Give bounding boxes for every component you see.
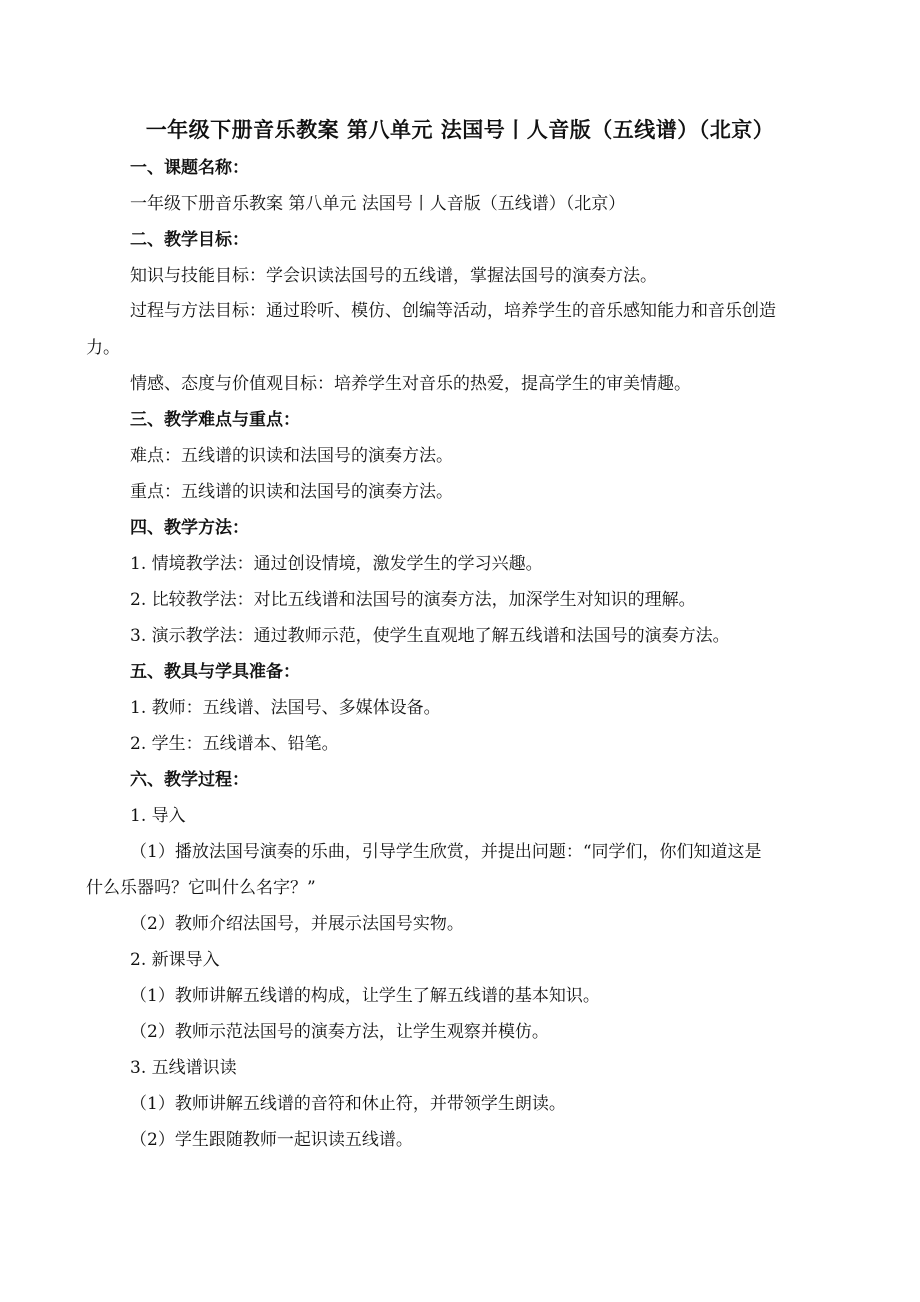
step-3-item-1: （1）教师讲解五线谱的音符和休止符，并带领学生朗读。 — [130, 1094, 566, 1114]
section-4-method-1: 1. 情境教学法：通过创设情境，激发学生的学习兴趣。 — [130, 554, 543, 574]
section-2-goal-process-cont: 力。 — [86, 338, 120, 358]
step-2-title: 2. 新课导入 — [130, 950, 220, 970]
section-4-method-3: 3. 演示教学法：通过教师示范，使学生直观地了解五线谱和法国号的演奏方法。 — [130, 626, 730, 646]
section-3-focus: 重点：五线谱的识读和法国号的演奏方法。 — [130, 482, 453, 502]
section-2-goal-process: 过程与方法目标：通过聆听、模仿、创编等活动，培养学生的音乐感知能力和音乐创造 — [130, 301, 776, 321]
step-3-item-2: （2）学生跟随教师一起识读五线谱。 — [130, 1130, 413, 1150]
section-5-heading: 五、教具与学具准备： — [130, 662, 300, 682]
step-1-item-2: （2）教师介绍法国号，并展示法国号实物。 — [130, 914, 464, 934]
section-2-goal-emotion: 情感、态度与价值观目标：培养学生对音乐的热爱，提高学生的审美情趣。 — [130, 374, 691, 394]
section-5-student: 2. 学生：五线谱本、铅笔。 — [130, 734, 339, 754]
step-3-title: 3. 五线谱识读 — [130, 1058, 237, 1078]
section-2-heading: 二、教学目标： — [130, 230, 249, 250]
section-2-goal-knowledge: 知识与技能目标：学会识读法国号的五线谱，掌握法国号的演奏方法。 — [130, 266, 657, 286]
section-6-heading: 六、教学过程： — [130, 770, 249, 790]
section-1-text: 一年级下册音乐教案 第八单元 法国号丨人音版（五线谱）（北京） — [130, 194, 626, 214]
document-title: 一年级下册音乐教案 第八单元 法国号丨人音版（五线谱）（北京） — [145, 118, 775, 142]
section-4-method-2: 2. 比较教学法：对比五线谱和法国号的演奏方法，加深学生对知识的理解。 — [130, 590, 696, 610]
step-1-item-1-cont: 什么乐器吗？它叫什么名字？” — [86, 878, 316, 898]
section-5-teacher: 1. 教师：五线谱、法国号、多媒体设备。 — [130, 698, 441, 718]
section-3-difficulty: 难点：五线谱的识读和法国号的演奏方法。 — [130, 446, 453, 466]
step-2-item-1: （1）教师讲解五线谱的构成，让学生了解五线谱的基本知识。 — [130, 986, 600, 1006]
step-1-item-1: （1）播放法国号演奏的乐曲，引导学生欣赏，并提出问题：“同学们，你们知道这是 — [130, 842, 762, 862]
step-2-item-2: （2）教师示范法国号的演奏方法，让学生观察并模仿。 — [130, 1022, 549, 1042]
section-4-heading: 四、教学方法： — [130, 518, 249, 538]
section-1-heading: 一、课题名称： — [130, 158, 249, 178]
section-3-heading: 三、教学难点与重点： — [130, 410, 300, 430]
step-1-title: 1. 导入 — [130, 806, 186, 826]
